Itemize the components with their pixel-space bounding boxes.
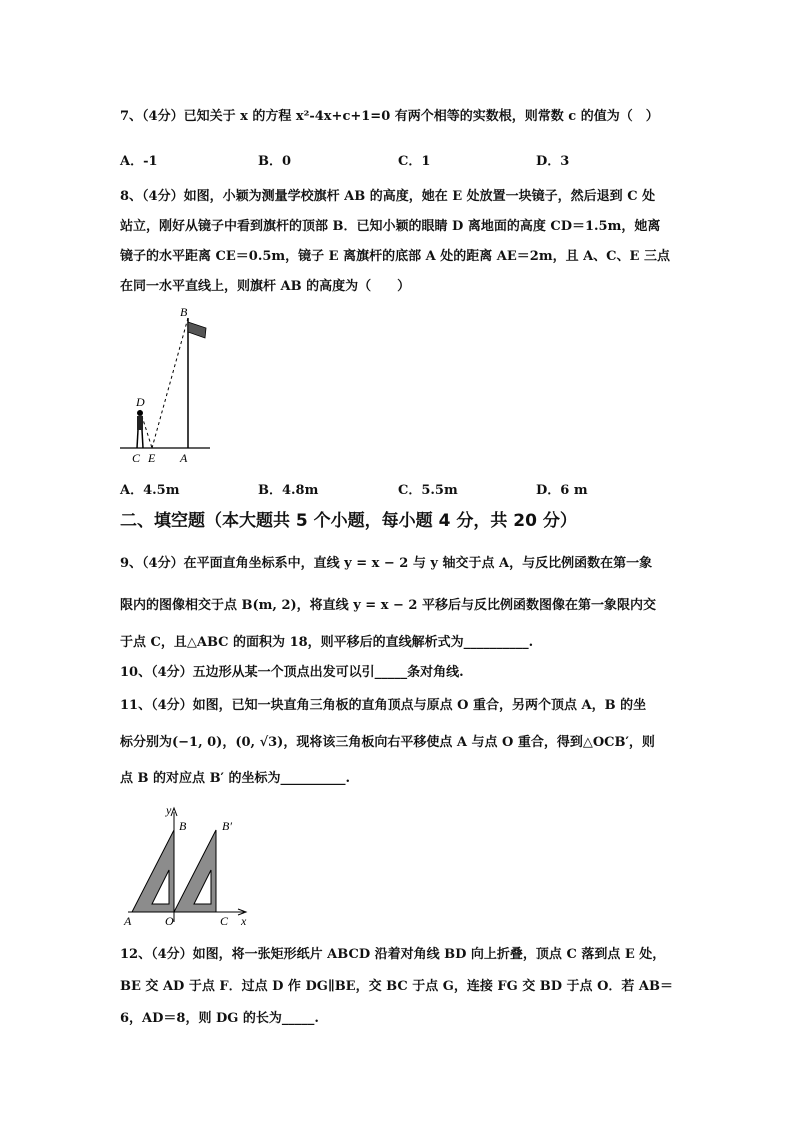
q7-option-a: A．-1 [120, 154, 158, 169]
q8-option-d: D．6 m [536, 483, 588, 498]
q8-option-c: C．5.5m [398, 483, 458, 498]
label-c: C [132, 451, 141, 465]
q8-line-1: 8、（4分）如图，小颖为测量学校旗杆 AB 的高度，她在 E 处放置一块镜子，然后退到 C 处 [120, 189, 656, 204]
q11-line-2: 标分别为(−1, 0)，(0, √3)，现将该三角板向右平移使点 A 与点 O 重合，得到△OCB′，则 [120, 735, 655, 750]
q9-line-1: 9、（4分）在平面直角坐标系中，直线 y = x − 2 与 y 轴交于点 A，与反比例函数在第一象 [120, 556, 653, 571]
flag-shape [188, 322, 206, 338]
q8-option-a: A．4.5m [120, 483, 180, 498]
label-x: x [241, 914, 247, 928]
sightline-b-e [152, 318, 188, 448]
q8-line-4: 在同一水平直线上，则旗杆 AB 的高度为（ ） [120, 279, 411, 294]
set-square-original [132, 830, 174, 912]
label-o: O [165, 914, 174, 928]
q7-text: 7、（4分）已知关于 x 的方程 x²-4x+c+1=0 有两个相等的实数根，则常数 c 的值为（ ） [120, 109, 659, 124]
label-y: y [166, 803, 172, 817]
label-c: C [220, 914, 229, 928]
q8-line-3: 镜子的水平距离 CE＝0.5m，镜子 E 离旗杆的底部 A 处的距离 AE＝2m，且 A、C、E 三点 [120, 249, 670, 264]
q12-line-2: BE 交 AD 于点 F．过点 D 作 DG∥BE，交 BC 于点 G，连接 FG 交 BD 于点 O．若 AB＝ [120, 979, 673, 994]
label-e: E [148, 451, 156, 465]
q9-line-2: 限内的图像相交于点 B(m, 2)，将直线 y = x − 2 平移后与反比例函数图像在第一象限内交 [120, 598, 656, 613]
q9-line-3: 于点 C，且△ABC 的面积为 18，则平移后的直线解析式为__________. [120, 635, 534, 650]
q7-option-b: B．0 [258, 154, 292, 169]
flagpole-figure [118, 304, 218, 466]
q10-text: 10、（4分）五边形从某一个顶点出发可以引_____条对角线. [120, 665, 464, 680]
q8-line-2: 站立，刚好从镜子中看到旗杆的顶部 B．已知小颖的眼睛 D 离地面的高度 CD＝1.5m，她离 [120, 219, 661, 234]
q11-line-1: 11、（4分）如图，已知一块直角三角板的直角顶点与原点 O 重合，另两个顶点 A，B 的坐 [120, 698, 647, 713]
label-b: B [179, 819, 187, 833]
section-title-fill-in: 二、填空题（本大题共 5 个小题，每小题 4 分，共 20 分） [120, 511, 577, 531]
q12-line-1: 12、（4分）如图，将一张矩形纸片 ABCD 沿着对角线 BD 向上折叠，顶点 C 落到点 E 处， [120, 947, 666, 962]
triangle-figure [118, 800, 258, 932]
q7-option-c: C．1 [398, 154, 431, 169]
q11-line-3: 点 B 的对应点 B′ 的坐标为__________. [120, 771, 351, 786]
label-a: A [124, 914, 132, 928]
q12-line-3: 6，AD＝8，则 DG 的长为_____. [120, 1011, 319, 1026]
label-d: D [136, 395, 145, 409]
label-b: B [180, 305, 188, 319]
q7-option-d: D．3 [536, 154, 570, 169]
set-square-translated [174, 830, 216, 912]
label-b-prime: B′ [222, 819, 232, 833]
q8-option-b: B．4.8m [258, 483, 319, 498]
label-a: A [180, 451, 188, 465]
